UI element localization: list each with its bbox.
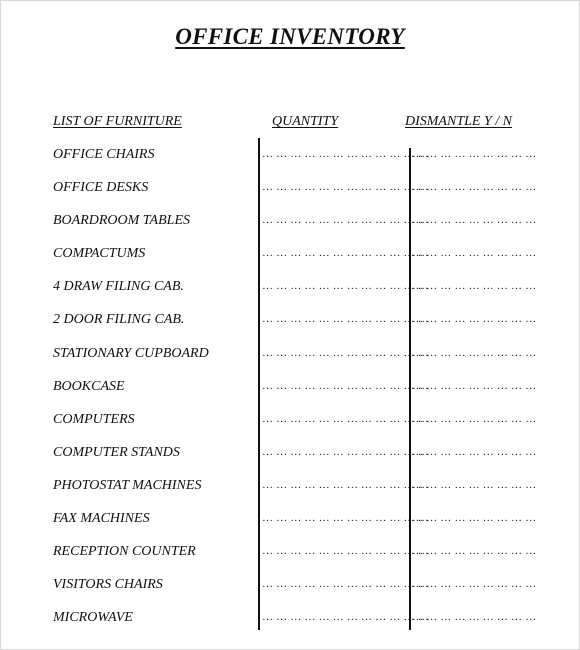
item-label: BOOKCASE (53, 378, 125, 394)
table-row (0, 409, 580, 442)
quantity-fill-line: … … … … … … … … … … … … (262, 280, 429, 293)
dismantle-fill-line: … … … … … … … … … (412, 512, 537, 525)
table-row (0, 607, 580, 640)
quantity-fill-line: … … … … … … … … … … … … (262, 445, 429, 458)
quantity-fill-line: … … … … … … … … … … … … (262, 148, 429, 160)
table-row (0, 376, 580, 409)
item-label: OFFICE CHAIRS (53, 147, 155, 162)
dismantle-fill-line: … … … … … … … … … (412, 412, 537, 425)
quantity-fill-line: … … … … … … … … … … … … (262, 412, 429, 425)
dismantle-fill-line: … … … … … … … … … (412, 578, 537, 591)
quantity-fill-line: … … … … … … … … … … … … (262, 512, 429, 525)
table-row (0, 144, 580, 177)
item-label: BOARDROOM TABLES (53, 213, 190, 229)
table-row (0, 508, 580, 541)
table-row (0, 574, 580, 607)
column-header-quantity: QUANTITY (272, 114, 339, 129)
table-row (0, 276, 580, 309)
dismantle-fill-line: … … … … … … … … … (412, 346, 537, 359)
quantity-fill-line: … … … … … … … … … … … … (262, 478, 429, 491)
item-label: COMPUTER STANDS (53, 444, 180, 460)
item-label: FAX MACHINES (53, 511, 150, 527)
dismantle-fill-line: … … … … … … … … … (412, 611, 537, 624)
table-row (0, 177, 580, 210)
dismantle-fill-line: … … … … … … … … … (412, 214, 537, 227)
quantity-fill-line: … … … … … … … … … … … … (262, 578, 429, 591)
quantity-fill-line: … … … … … … … … … … … … (262, 545, 429, 558)
item-label: MICROWAVE (53, 610, 133, 626)
dismantle-fill-line: … … … … … … … … … (412, 445, 537, 458)
item-label: RECEPTION COUNTER (53, 544, 196, 560)
item-label: COMPUTERS (53, 411, 135, 427)
column-header-dismantle: DISMANTLE Y / N (405, 114, 512, 129)
item-label: PHOTOSTAT MACHINES (53, 477, 202, 493)
quantity-fill-line: … … … … … … … … … … … … (262, 379, 429, 392)
quantity-fill-line: … … … … … … … … … … … … (262, 181, 429, 194)
item-label: VISITORS CHAIRS (53, 577, 163, 593)
table-row (0, 475, 580, 508)
dismantle-fill-line: … … … … … … … … … (412, 478, 537, 491)
table-row (0, 541, 580, 574)
quantity-fill-line: … … … … … … … … … … … … (262, 214, 429, 227)
inventory-list (0, 144, 580, 640)
dismantle-fill-line: … … … … … … … … … (412, 280, 537, 293)
table-row (0, 442, 580, 475)
table-row (0, 210, 580, 243)
document-title: OFFICE INVENTORY (175, 24, 405, 49)
dismantle-fill-line: … … … … … … … … … (412, 181, 537, 194)
item-label: STATIONARY CUPBOARD (53, 345, 209, 361)
item-label: COMPACTUMS (53, 246, 146, 262)
quantity-fill-line: … … … … … … … … … … … … (262, 247, 429, 260)
quantity-fill-line: … … … … … … … … … … … … (262, 313, 429, 326)
quantity-fill-line: … … … … … … … … … … … … (262, 611, 429, 624)
dismantle-fill-line: … … … … … … … … … (412, 545, 537, 558)
column-header-furniture: LIST OF FURNITURE (53, 114, 182, 129)
dismantle-fill-line: … … … … … … … … … (412, 247, 537, 260)
table-row (0, 343, 580, 376)
table-row (0, 309, 580, 342)
dismantle-fill-line: … … … … … … … … … (412, 379, 537, 392)
item-label: OFFICE DESKS (53, 180, 149, 196)
item-label: 4 DRAW FILING CAB. (53, 279, 184, 295)
dismantle-fill-line: … … … … … … … … … (412, 148, 537, 160)
item-label: 2 DOOR FILING CAB. (53, 312, 185, 328)
table-row (0, 243, 580, 276)
quantity-fill-line: … … … … … … … … … … … … (262, 346, 429, 359)
dismantle-fill-line: … … … … … … … … … (412, 313, 537, 326)
